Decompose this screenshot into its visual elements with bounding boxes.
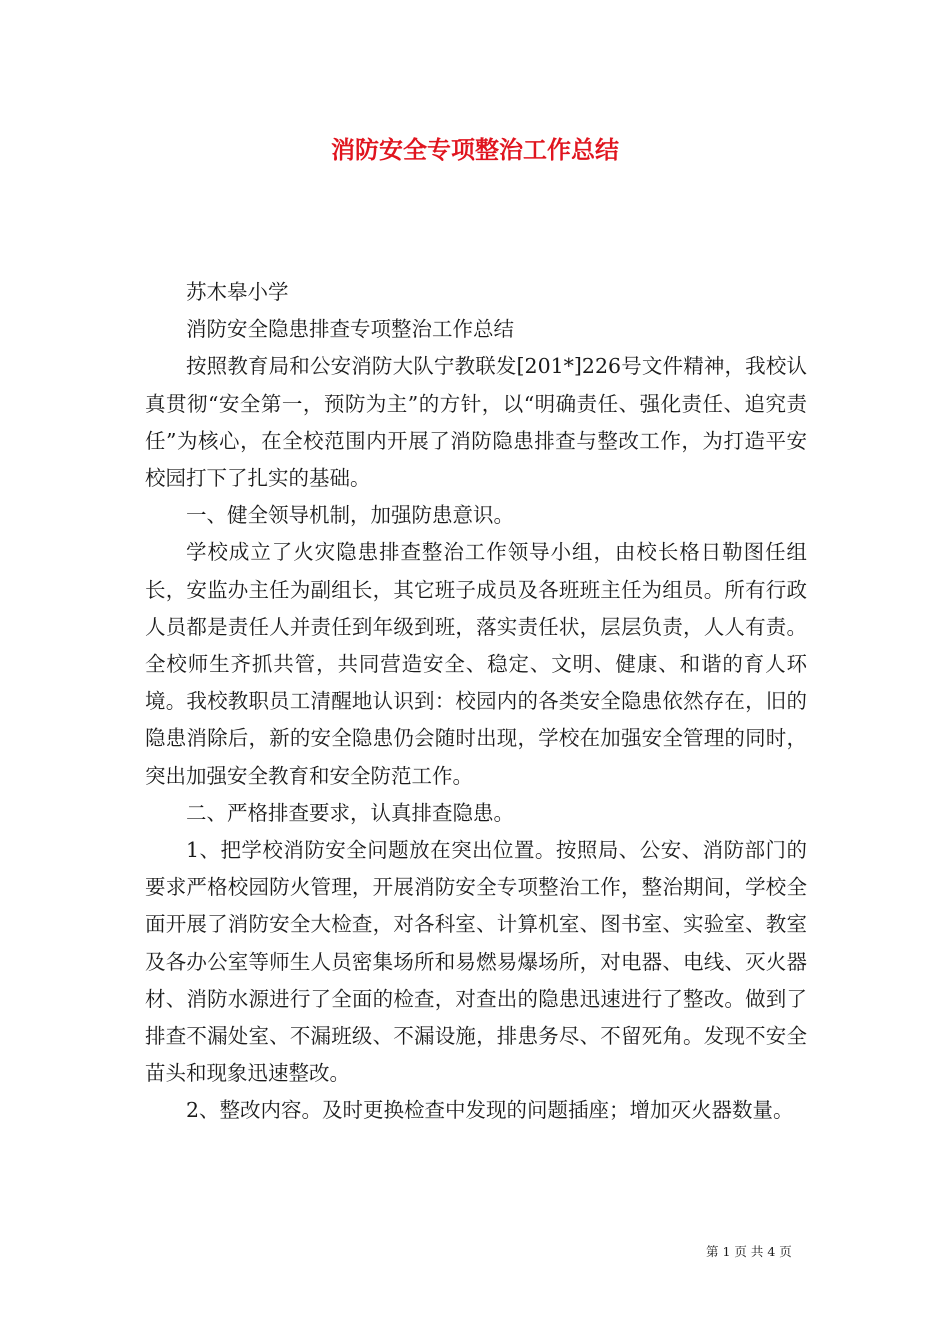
document-title: 消防安全专项整治工作总结 bbox=[331, 135, 619, 164]
paragraph-school-name: 苏木皋小学 bbox=[186, 280, 289, 304]
paragraph-leadership: 学校成立了火灾隐患排查整治工作领导小组，由校长格日勒图任组长，安监办主任为副组长，其它班子成员及各班班主任为组员。所有行政人员都是责任人并责任到年级到班，落实责任状，层层负责，人人有责。全校师生齐抓共管，共同营造安全、稳定、文明、健康、和谐的育人环境。我校教职员工清醒地认识到：校园内的各类安全隐患依然存在，旧的隐患消除后，新的安全隐患仍会随时出现，学校在加强安全管理的同时，突出加强安全教育和安全防范工作。 bbox=[145, 540, 807, 788]
document-body bbox=[145, 274, 807, 1130]
section-heading-1: 一、健全领导机制，加强防患意识。 bbox=[186, 503, 514, 528]
paragraph-inspection: 1、把学校消防安全问题放在突出位置。按照局、公安、消防部门的要求严格校园防火管理，开展消防安全专项整治工作，整治期间，学校全面开展了消防安全大检查，对各科室、计算机室、图书室、实验室、教室及各办公室等师生人员密集场所和易燃易爆场所，对电器、电线、灭火器材、消防水源进行了全面的检查，对查出的隐患迅速进行了整改。做到了排查不漏处室、不漏班级、不漏设施，排患务尽、不留死角。发现不安全苗头和现象迅速整改。 bbox=[145, 838, 807, 1086]
paragraph-subtitle: 消防安全隐患排查专项整治工作总结 bbox=[186, 317, 514, 342]
section-heading-2: 二、严格排查要求，认真排查隐患。 bbox=[186, 800, 514, 825]
page-number-footer: 第 1 页 共 4 页 bbox=[706, 1244, 792, 1259]
paragraph-intro: 按照教育局和公安消防大队宁教联发[201*]226号文件精神，我校认真贯彻“安全第一，预防为主”的方针，以“明确责任、强化责任、追究责任”为核心，在全校范围内开展了消防隐患排查与整改工作，为打造平安校园打下了扎实的基础。 bbox=[145, 354, 807, 491]
paragraph-rectification: 2、整改内容。及时更换检查中发现的问题插座；增加灭火器数量。 bbox=[186, 1098, 794, 1123]
